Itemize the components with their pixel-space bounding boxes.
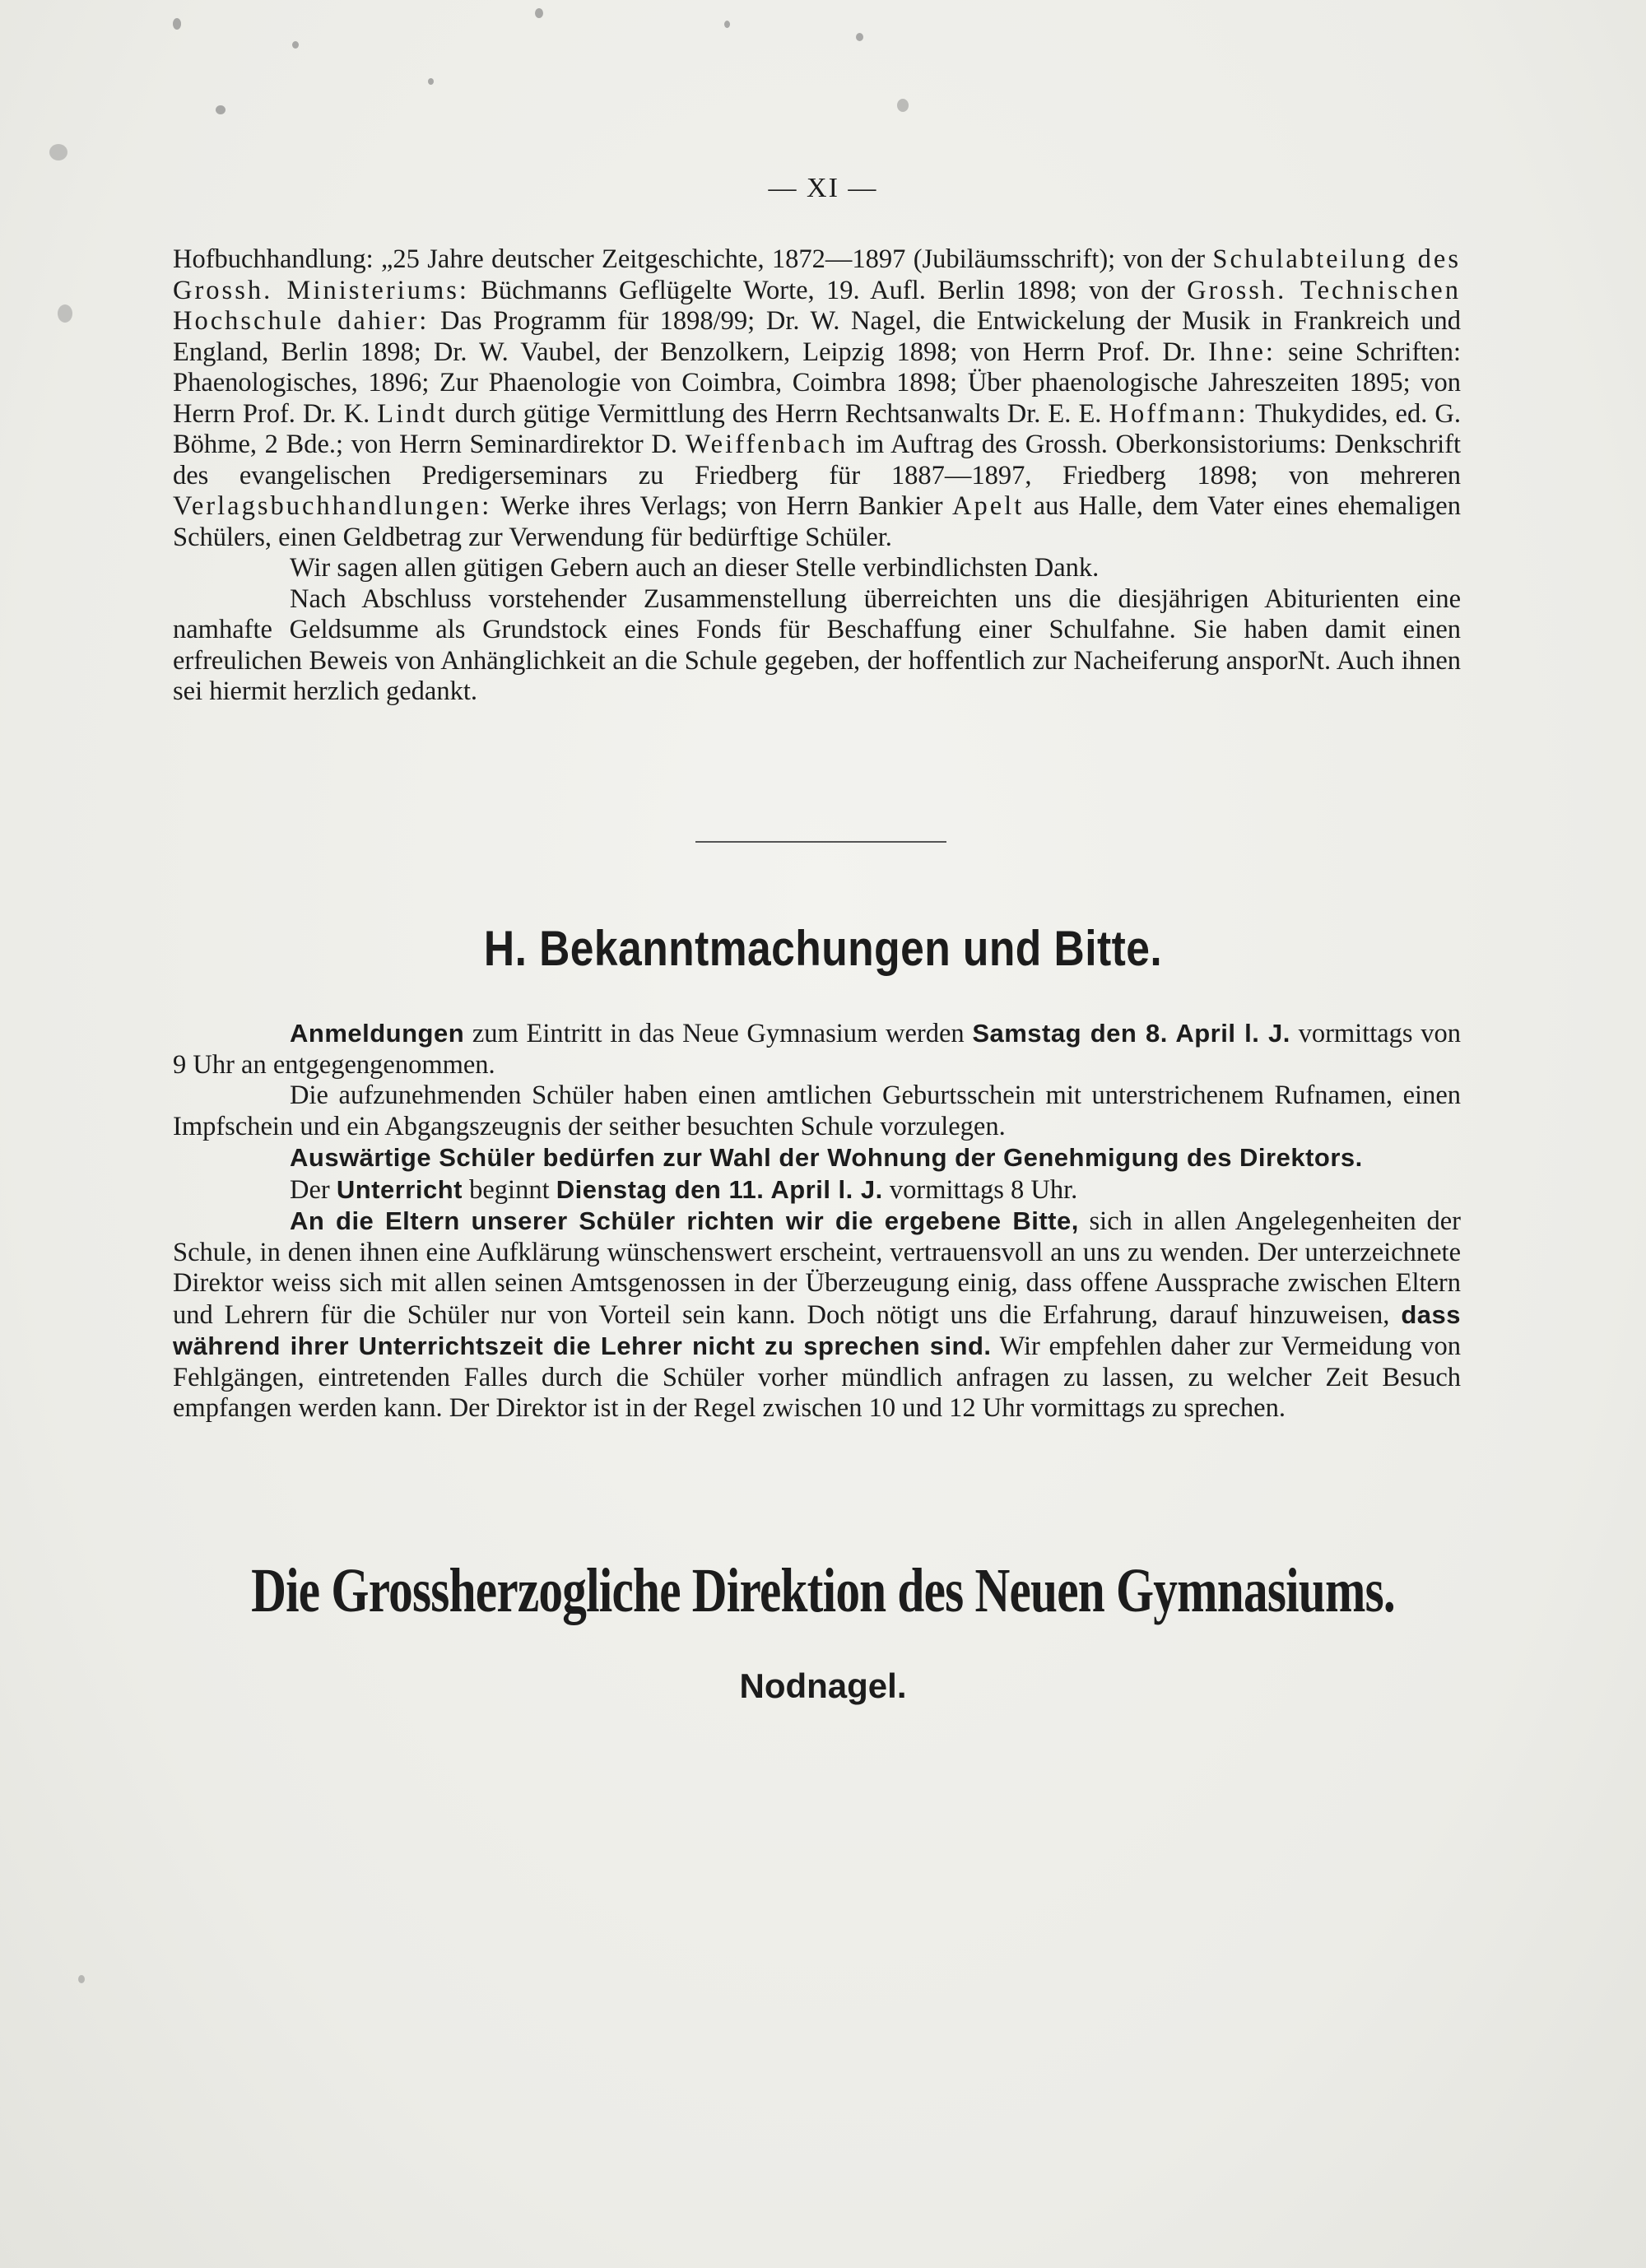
scan-speck bbox=[292, 41, 299, 49]
parents-request-paragraph bbox=[173, 1206, 1461, 1424]
spaced-name-text: Weiffenbach bbox=[685, 430, 849, 459]
text-run: vormittags 8 Uhr. bbox=[882, 1174, 1078, 1205]
spaced-name-text: Lindt bbox=[377, 398, 448, 429]
scan-speck bbox=[856, 33, 863, 41]
emphasis-text: Auswärtige Schüler bedürfen zur Wahl der Wohnung der Genehmigung des Direktors. bbox=[290, 1143, 1363, 1172]
direktion-title: Die Grossherzogliche Direktion des Neuen Gymnasiums. bbox=[251, 1556, 1395, 1625]
lessons-start-paragraph bbox=[173, 1174, 1461, 1206]
emphasis-text: Anmeldungen bbox=[290, 1019, 465, 1048]
text-run: durch gütige Vermittlung des Herrn Rechtsanwalts Dr. E. E. bbox=[447, 398, 1109, 429]
text-run: sich in allen Angelegenheiten der Schule, in denen ihnen eine Aufklärung wünschenswert erscheint, vertrauensvoll an uns zu wenden. Der unterzeichnete Direktor weiss sich mit allen seinen Amtsgenossen in der Überzeugung einig, dass offene Aussprache zwischen Eltern und Lehrern für die Schüler nur von Vorteil sein kann. Doch nötigt uns die Erfahrung, darauf hinzuweisen, bbox=[173, 1206, 1461, 1330]
registration-paragraph bbox=[173, 1018, 1461, 1081]
text-run: Hofbuchhandlung: „25 Jahre deutscher Zeitgeschichte, 1872—1897 (Jubiläumsschrift); von der bbox=[173, 244, 1213, 274]
text-run: Das Programm für 1898/99; Dr. W. Nagel, die Entwickelung der Musik in Frankreich und England, Berlin 1898; Dr. W. Vaubel, der Benzolkern, Leipzig 1898; von Herrn Prof. Dr. bbox=[173, 306, 1461, 367]
spaced-name-text: Ihne: bbox=[1208, 337, 1276, 367]
text-run: vormittags von 9 Uhr an entgegengenommen. bbox=[173, 1019, 1462, 1080]
text-run: beginnt bbox=[462, 1174, 556, 1205]
spaced-name-text: Hoffmann: bbox=[1109, 398, 1248, 429]
spaced-name-text: Verlagsbuchhandlungen: bbox=[173, 491, 492, 521]
text-run: seine Schriften: Phaenologisches, 1896; Zur Phaenologie von Coimbra, Coimbra 1898; Über phaenologische Jahreszeiten 1895; von Herrn Prof. Dr. K. bbox=[173, 337, 1461, 429]
emphasis-text: Unterricht bbox=[336, 1174, 463, 1204]
scan-speck bbox=[724, 21, 730, 28]
director-signature: Nodnagel. bbox=[739, 1666, 907, 1705]
text-run: Büchmanns Geflügelte Worte, 19. Aufl. Berlin 1898; von der bbox=[468, 275, 1188, 305]
announcements-text-block bbox=[173, 1018, 1461, 1424]
scan-speck bbox=[58, 304, 72, 323]
spaced-name-text: Apelt bbox=[952, 491, 1025, 521]
text-run: Nach Abschluss vorstehender Zusammenstellung überreichten uns die diesjährigen Abiturienten eine namhafte Geldsumme als Grundstock eines Fonds für Beschaffung einer Schulfahne. Sie haben damit einen erfreulichen Beweis von Anhänglichkeit an die Schule gegeben, der hoffentlich zur Nacheiferung ansporNt. Auch ihnen sei hiermit herzlich gedankt. bbox=[173, 583, 1461, 706]
text-run: Werke ihres Verlags; von Herrn Bankier bbox=[491, 491, 953, 521]
text-run: zum Eintritt in das Neue Gymnasium werden bbox=[464, 1019, 973, 1048]
spaced-name-text: Grossh. Technischen Hochschule dahier: bbox=[173, 275, 1461, 336]
scan-speck bbox=[216, 105, 226, 114]
scan-speck bbox=[535, 8, 543, 18]
scan-speck bbox=[78, 1975, 85, 1983]
text-run: Die aufzunehmenden Schüler haben einen amtlichen Geburtsschein mit unterstrichenem Rufnamen, einen Impfschein und ein Abgangszeugnis der seither besuchten Schule vorzulegen. bbox=[173, 1081, 1461, 1141]
text-run: im Auftrag des Grossh. Oberkonsistoriums: Denkschrift des evangelischen Predigerseminars zu Friedberg für 1887—1897, Friedberg 1898; von mehreren bbox=[173, 430, 1461, 490]
page-number: — XI — bbox=[768, 173, 878, 203]
text-run: aus Halle, dem Vater eines ehemaligen Schülers, einen Geldbetrag zur Verwendung für bedürftige Schüler. bbox=[173, 491, 1461, 552]
emphasis-text: An die Eltern unserer Schüler richten wir die ergebene Bitte, bbox=[290, 1206, 1079, 1235]
external-students-paragraph bbox=[173, 1142, 1461, 1174]
scan-speck bbox=[897, 99, 909, 112]
emphasis-text: dass während ihrer Unterrichtszeit die Lehrer nicht zu sprechen sind. bbox=[173, 1299, 1461, 1360]
documents-paragraph bbox=[173, 1081, 1461, 1142]
scan-speck bbox=[173, 18, 181, 30]
donations-text-block bbox=[173, 244, 1461, 708]
text-run: Wir sagen allen gütigen Gebern auch an dieser Stelle verbindlichsten Dank. bbox=[290, 553, 1100, 583]
emphasis-text: Dienstag den 11. April l. J. bbox=[556, 1174, 883, 1204]
spaced-name-text: Schulabteilung des Grossh. Ministeriums: bbox=[173, 244, 1461, 305]
text-run: Der bbox=[290, 1174, 337, 1205]
section-heading: H. Bekanntmachungen und Bitte. bbox=[483, 921, 1163, 976]
scan-speck bbox=[428, 78, 434, 85]
thanks-paragraph bbox=[173, 553, 1461, 584]
donations-paragraph bbox=[173, 244, 1461, 553]
emphasis-text: Samstag den 8. April l. J. bbox=[972, 1019, 1290, 1048]
section-divider bbox=[695, 841, 946, 843]
text-run: Thukydides, ed. G. Böhme, 2 Bde.; von Herrn Seminardirektor D. bbox=[173, 398, 1461, 459]
scan-speck bbox=[49, 144, 67, 160]
abiturienten-paragraph bbox=[173, 584, 1461, 708]
text-run: Wir empfehlen daher zur Vermeidung von Fehlgängen, eintretenden Falles durch die Schüler vorher mündlich anfragen zu lassen, zu welcher Zeit Besuch empfangen werden kann. Der Direktor ist in der Regel zwischen 10 und 12 Uhr vormittags zu sprechen. bbox=[173, 1332, 1461, 1423]
